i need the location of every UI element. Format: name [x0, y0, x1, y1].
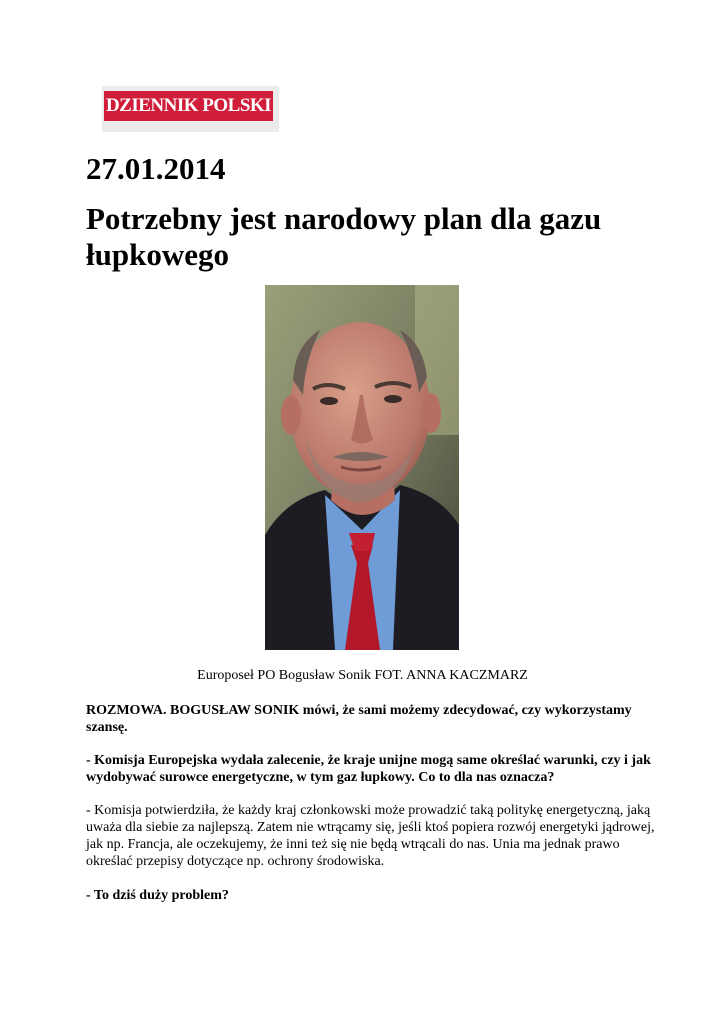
article-headline: Potrzebny jest narodowy plan dla gazu łupkowego: [86, 201, 602, 272]
portrait-photo: [265, 285, 459, 650]
article-lead: ROZMOWA. BOGUSŁAW SONIK mówi, że sami możemy zdecydować, czy wykorzystamy szansę.: [86, 703, 632, 735]
logo-band: [104, 91, 273, 121]
interview-question: - To dziś duży problem?: [86, 888, 229, 903]
newspaper-logo: [102, 86, 279, 132]
photo-caption: Europoseł PO Bogusław Sonik FOT. ANNA KACZMARZ: [197, 668, 528, 683]
interview-question: - Komisja Europejska wydała zalecenie, że kraje unijne mogą same określać warunki, czy i jak wydobywać surowce energetyczne, w tym gaz łupkowy. Co to dla nas oznacza?: [86, 753, 651, 785]
article-date: 27.01.2014: [86, 151, 226, 186]
logo-text: DZIENNIK POLSKI: [105, 95, 272, 116]
interview-answer: - Komisja potwierdziła, że każdy kraj członkowski może prowadzić taką politykę energetyczną, jaką uważa dla siebie za najlepszą. Zatem nie wtrącamy się, jeśli ktoś popiera rozwój energetyki jądrowej, jak np. Francja, ale oczekujemy, że inni też się nie będą wtrącali do nas. Unia ma jednak prawo określać przepisy dotyczące np. ochrony środowiska.: [86, 803, 655, 869]
portrait-illustration: [265, 285, 459, 650]
